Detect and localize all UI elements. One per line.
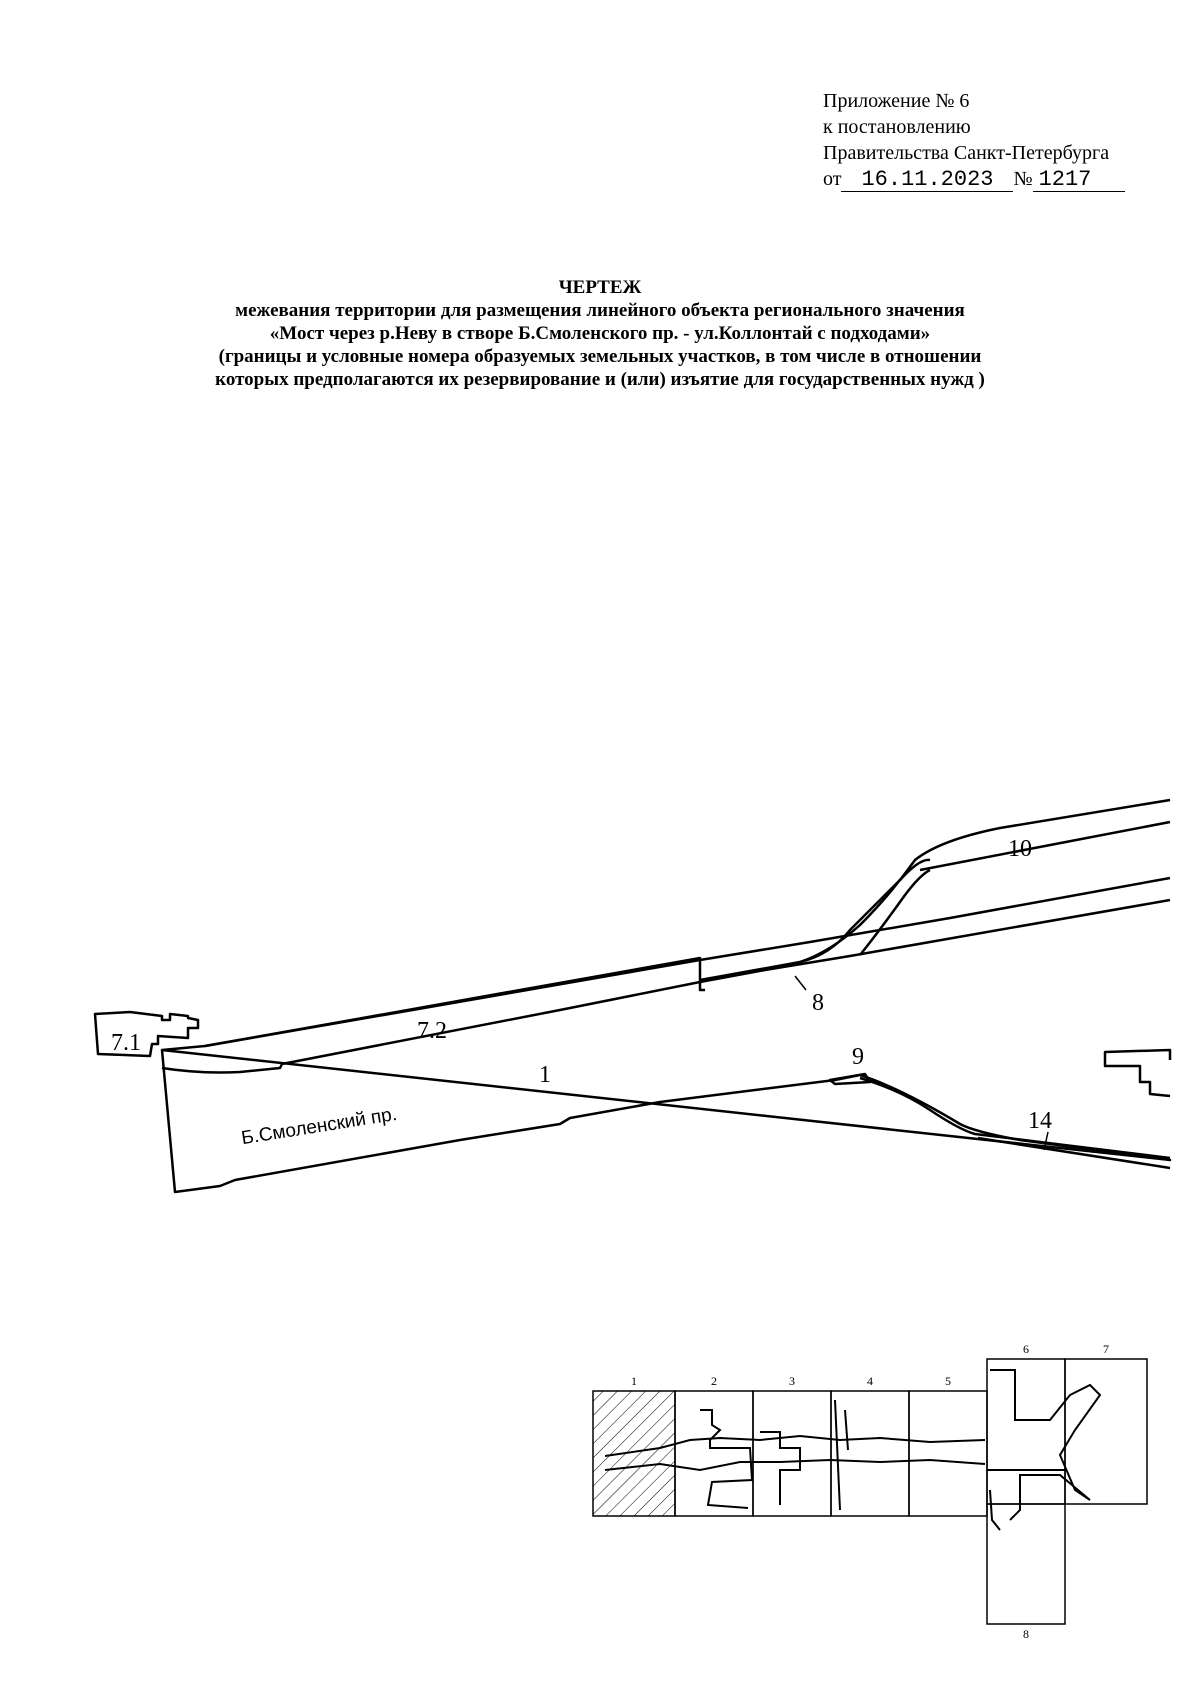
key-map [593,1359,1147,1624]
key-sheet-label-2: 2 [711,1374,717,1388]
street-label: Б.Смоленский пр. [239,1103,399,1150]
key-sheet-5 [909,1391,987,1516]
key-sheet-label-8: 8 [1023,1627,1029,1641]
title-line-4: которых предполагаются их резервирование и (или) изъятие для государственных нужд ) [215,369,985,390]
parcel-label-8: 8 [812,990,824,1016]
decree-number: 1217 [1033,169,1125,192]
date-prefix: от [823,168,842,190]
key-sheet-3 [753,1391,831,1516]
parcel-1-top-edge [162,900,1170,1073]
key-sheet-1-hatch [593,1391,675,1516]
key-sheet-label-6: 6 [1023,1342,1029,1356]
key-sheet-label-5: 5 [945,1374,951,1388]
key-sheet-7 [1065,1359,1147,1504]
building-outline [1105,1050,1170,1096]
appendix-authority: Правительства Санкт-Петербурга [823,142,1110,164]
key-sheet-6 [987,1359,1065,1504]
parcel-7-2-outline [205,958,705,1046]
leader-8 [795,976,806,990]
title-line-1: межевания территории для размещения линейного объекта регионального значения [235,300,965,321]
number-prefix: № [1013,168,1033,190]
parcel-label-9: 9 [852,1044,864,1070]
key-sheet-label-3: 3 [789,1374,795,1388]
key-sheet-label-1: 1 [631,1374,637,1388]
parcel-10-outline [800,800,1170,962]
appendix-ref: к постановлению [823,116,971,138]
title-line-3: (границы и условные номера образуемых земельных участков, в том числе в отношении [218,346,982,367]
key-sheet-label-4: 4 [867,1374,873,1388]
key-sheet-2 [675,1391,753,1516]
parcel-label-7-2: 7.2 [417,1018,447,1044]
title-line-2: «Мост через р.Неву в створе Б.Смоленского пр. - ул.Коллонтай с подходами» [269,323,931,344]
appendix-number: Приложение № 6 [823,90,970,112]
parcel-label-7-1: 7.1 [111,1030,141,1056]
parcel-label-14: 14 [1028,1108,1052,1134]
key-sheet-8 [987,1504,1065,1624]
key-sheet-label-7: 7 [1103,1342,1109,1356]
parcel-label-10: 10 [1008,836,1032,862]
decree-date: 16.11.2023 [841,169,1013,192]
title-heading: ЧЕРТЕЖ [558,277,642,298]
parcel-label-1: 1 [539,1062,551,1088]
key-sheet-4 [831,1391,909,1516]
